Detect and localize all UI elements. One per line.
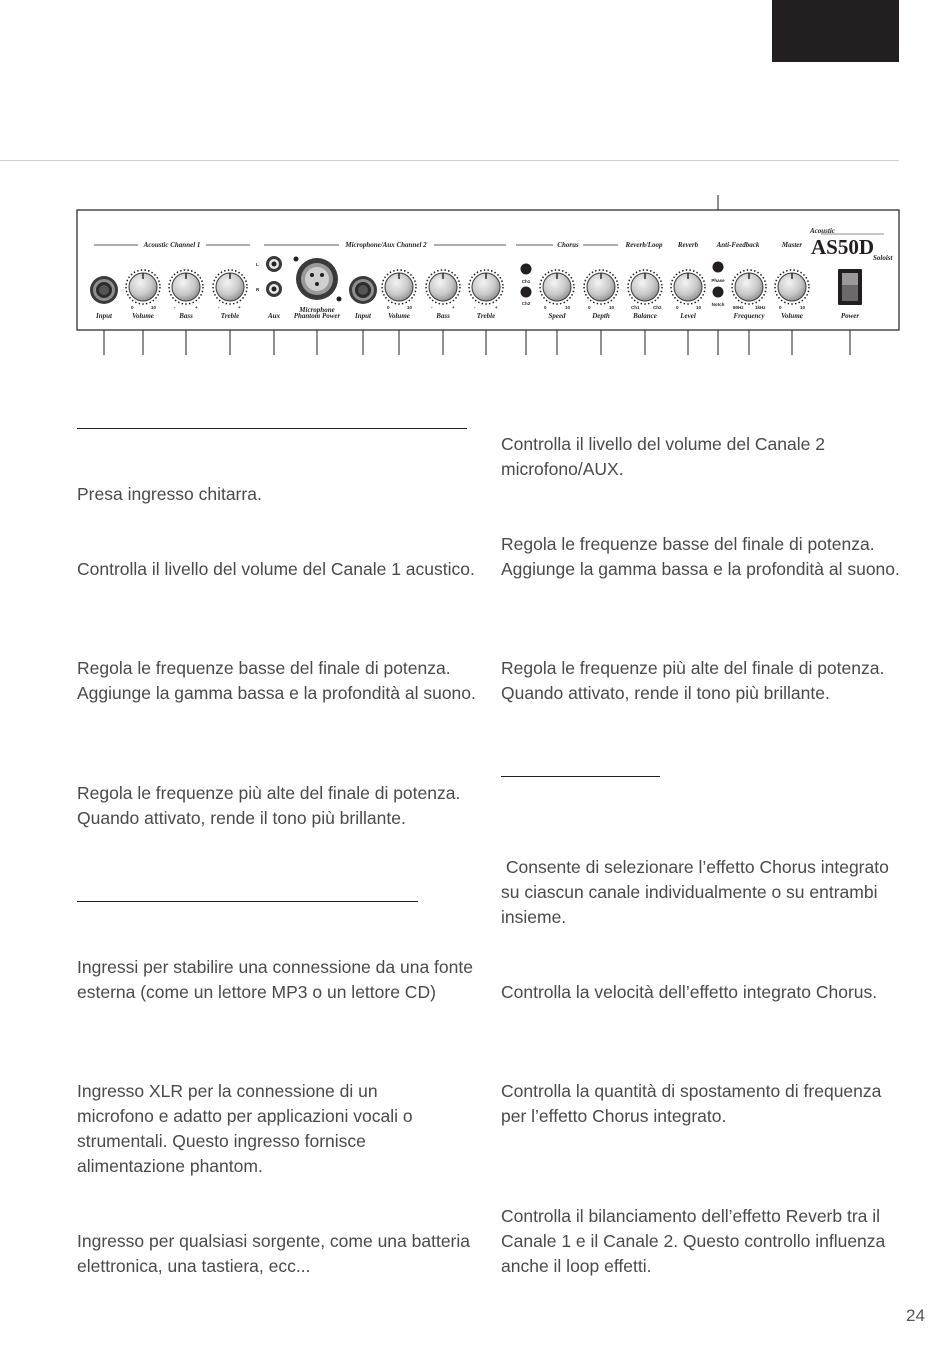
scale-mark: + xyxy=(195,305,198,310)
desc-bass-1: Regola le frequenze basse del finale di potenza. Aggiunge la gamma bassa e la profondità al suono. xyxy=(77,658,476,703)
scale-mark: + xyxy=(238,305,241,310)
scale-mark: - xyxy=(474,305,476,310)
scale-mark: - xyxy=(174,305,176,310)
scale-mark: 10 xyxy=(800,305,806,310)
label-input-2: Input xyxy=(355,312,371,320)
power-switch xyxy=(838,269,862,305)
scale-mark: + xyxy=(452,305,455,310)
label-input-1: Input xyxy=(96,312,112,320)
scale-mark: 10 xyxy=(565,305,571,310)
desc-chorus-select: Consente di selezionare l’effetto Chorus integrato su ciascun canale individualmente o su entrambi insieme. xyxy=(501,857,894,927)
scale-mark: 0 xyxy=(131,305,134,310)
section-label-chorus: Chorus xyxy=(557,241,579,249)
corner-tab xyxy=(772,0,899,62)
section-label-reverb-loop: Reverb/Loop xyxy=(625,241,663,249)
xlr-microphone-input xyxy=(296,258,338,300)
scale-mark: 0 xyxy=(676,305,679,310)
label-volume-2: Volume xyxy=(388,312,410,320)
chorus-ch1-button xyxy=(521,264,532,275)
label-volume-1: Volume xyxy=(132,312,154,320)
aux-left-mark: L xyxy=(256,262,259,267)
label-aux: Aux xyxy=(267,312,281,320)
section-label-reverb: Reverb xyxy=(677,241,699,249)
scale-mark: - xyxy=(431,305,433,310)
section-label-channel2: Microphone/Aux Channel 2 xyxy=(345,241,427,249)
scale-mark: Ch2 xyxy=(653,305,662,310)
chorus-ch2-button xyxy=(521,287,532,298)
scale-mark: Ch1 xyxy=(631,305,640,310)
scale-mark: 10 xyxy=(151,305,157,310)
page-number: 24 xyxy=(906,1306,925,1325)
desc-speed: Controlla la velocità dell’effetto integrato Chorus. xyxy=(501,982,878,1002)
scale-mark: + xyxy=(495,305,498,310)
label-master-volume: Volume xyxy=(781,312,803,320)
desc-balance: Controlla il bilanciamento dell’effetto Reverb tra il Canale 1 e il Canale 2. Questo controllo influenza anche il loop effetti. xyxy=(501,1206,886,1276)
desc-treble-2: Regola le frequenze più alte del finale di potenza. Quando attivato, rende il tono più brillante. xyxy=(501,658,885,703)
scale-mark: 10 xyxy=(696,305,702,310)
label-treble-2: Treble xyxy=(476,312,496,320)
label-depth: Depth xyxy=(592,312,610,320)
scale-mark: - xyxy=(218,305,220,310)
label-bass-2: Bass xyxy=(436,312,450,320)
heading-rule-channel1 xyxy=(77,428,467,429)
phase-button xyxy=(713,262,724,273)
top-divider xyxy=(0,160,899,161)
desc-microphone: Ingresso XLR per la connessione di un microfono e adatto per applicazioni vocali o strumentali. Questo ingresso fornisce alimentazione phantom. xyxy=(77,1081,413,1176)
label-speed: Speed xyxy=(548,312,566,320)
heading-rule-aux xyxy=(77,901,418,902)
section-label-anti-feedback: Anti-Feedback xyxy=(716,241,760,249)
label-balance: Balance xyxy=(633,312,657,320)
label-phantom-power: Phantom Power xyxy=(293,312,341,320)
heading-rule-chorus xyxy=(501,776,660,777)
notch-button xyxy=(713,287,724,298)
input-jack-2 xyxy=(349,276,377,304)
desc-volume-1: Controlla il livello del volume del Canale 1 acustico. xyxy=(77,559,475,579)
desc-input-1: Presa ingresso chitarra. xyxy=(77,484,262,504)
input-jack-1 xyxy=(90,276,118,304)
desc-aux: Ingressi per stabilire una connessione da una fonte esterna (come un lettore MP3 o un lettore CD) xyxy=(77,957,473,1002)
section-label-master: Master xyxy=(781,241,803,249)
scale-mark: 0 xyxy=(387,305,390,310)
model-logo: AS50D xyxy=(811,235,875,259)
label-power: Power xyxy=(840,312,860,320)
scale-mark: 0 xyxy=(779,305,782,310)
phase-mark: Phase xyxy=(711,278,725,283)
amp-front-panel-diagram xyxy=(76,195,900,360)
section-label-channel1: Acoustic Channel 1 xyxy=(143,241,201,249)
chorus-ch1-mark: Ch1 xyxy=(521,279,531,284)
desc-treble-1: Regola le frequenze più alte del finale di potenza. Quando attivato, rende il tono più brillante. xyxy=(77,783,461,828)
model-sub-label: Soloist xyxy=(873,254,893,262)
label-frequency: Frequency xyxy=(733,312,765,320)
label-bass-1: Bass xyxy=(179,312,193,320)
brand-label: Acoustic xyxy=(810,227,835,235)
aux-right-mark: R xyxy=(256,287,260,292)
scale-mark: 80Hz xyxy=(733,305,744,310)
callout-lines xyxy=(104,330,850,355)
desc-volume-2: Controlla il livello del volume del Canale 2 microfono/AUX. xyxy=(501,434,825,479)
label-treble-1: Treble xyxy=(220,312,240,320)
scale-mark: 0 xyxy=(544,305,547,310)
chorus-ch2-mark: Ch2 xyxy=(521,301,531,306)
label-level: Level xyxy=(680,312,696,320)
scale-mark: 10 xyxy=(407,305,413,310)
scale-mark: 0 xyxy=(588,305,591,310)
scale-mark: 10 xyxy=(609,305,615,310)
desc-input-2: Ingresso per qualsiasi sorgente, come una batteria elettronica, una tastiera, ecc... xyxy=(77,1231,471,1276)
scale-mark: 1kHz xyxy=(755,305,766,310)
desc-bass-2: Regola le frequenze basse del finale di potenza. Aggiunge la gamma bassa e la profondità al suono. xyxy=(501,534,900,579)
desc-depth: Controlla la quantità di spostamento di frequenza per l’effetto Chorus integrato. xyxy=(501,1081,882,1126)
label-microphone: Microphone xyxy=(299,306,335,314)
notch-mark: Notch xyxy=(711,302,725,307)
